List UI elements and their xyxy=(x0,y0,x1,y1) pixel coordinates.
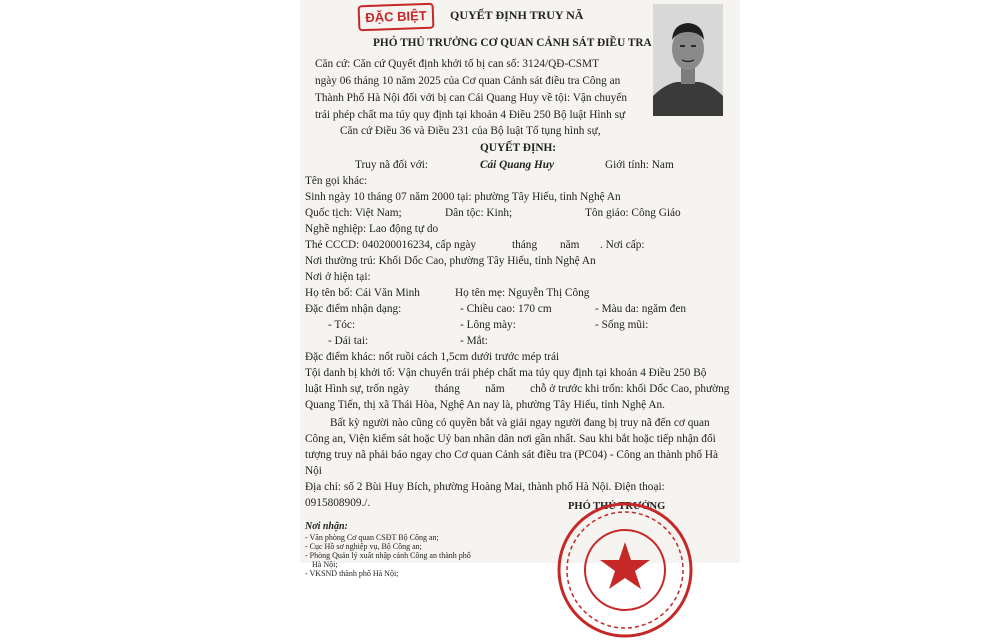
father-field: Họ tên bố: Cái Văn Minh xyxy=(305,287,420,299)
preamble-line: Thành Phố Hà Nội đối với bị can Cái Quang Huy về tội: Vận chuyển xyxy=(315,92,627,104)
notice-line: Nội xyxy=(305,465,322,477)
nose-field: - Sống mũi: xyxy=(595,319,649,331)
religion-field: Tôn giáo: Công Giáo xyxy=(585,207,681,219)
gender-field: Giới tính: Nam xyxy=(605,159,674,171)
preamble-line: ngày 06 tháng 10 năm 2025 của Cơ quan Cảnh sát điều tra Công an xyxy=(315,75,621,87)
birth-field: Sinh ngày 10 tháng 07 năm 2000 tại: phường Tây Hiếu, tỉnh Nghệ An xyxy=(305,191,621,203)
residence-field: Nơi thường trú: Khối Dốc Cao, phường Tây Hiếu, tỉnh Nghệ An xyxy=(305,255,596,267)
skin-field: - Màu da: ngăm đen xyxy=(595,303,686,315)
target-name: Cái Quang Huy xyxy=(480,159,555,171)
features-label: Đặc điểm nhận dạng: xyxy=(305,303,402,315)
official-seal xyxy=(555,500,695,640)
notice-line: Bất kỳ người nào cũng có quyền bắt và giải ngay người đang bị truy nã đến cơ quan xyxy=(330,417,710,429)
id-month-field: tháng xyxy=(512,239,538,251)
recipient-item: Hà Nội; xyxy=(312,560,338,569)
other-features-field: Đặc điểm khác: nốt ruồi cách 1,5cm dưới trước mép trái xyxy=(305,351,560,363)
recipient-item: - Văn phòng Cơ quan CSĐT Bộ Công an; xyxy=(305,533,439,542)
mother-field: Họ tên mẹ: Nguyễn Thị Công xyxy=(455,287,590,299)
notice-line: tượng truy nã phải báo ngay cho Cơ quan Cảnh sát điều tra (PC04) - Công an thành phố Hà xyxy=(305,449,719,461)
recipient-item: - Phòng Quản lý xuất nhập cảnh Công an thành phố xyxy=(305,551,471,560)
id-year-field: năm xyxy=(560,239,580,251)
signatory-title: PHÓ THỦ TRƯỞNG xyxy=(568,501,666,512)
target-label: Truy nã đối với: xyxy=(355,159,429,171)
preamble-line: trái phép chất ma túy quy định tại khoản 4 Điều 250 Bộ luật Hình sự xyxy=(315,109,626,121)
nationality-field: Quốc tịch: Việt Nam; xyxy=(305,207,402,219)
suspect-photo xyxy=(653,4,723,116)
recipient-item: - Cục Hồ sơ nghiệp vụ, Bộ Công an; xyxy=(305,542,422,551)
suspect-portrait-image xyxy=(653,4,723,116)
preamble-line: Căn cứ Điều 36 và Điều 231 của Bộ luật Tố tụng hình sự, xyxy=(340,125,601,137)
height-field: - Chiều cao: 170 cm xyxy=(460,303,552,315)
recipient-item: - VKSND thành phố Hà Nội; xyxy=(305,569,399,578)
crime-line: luật Hình sự, trốn ngày tháng năm chỗ ở trước khi trốn: khối Dốc Cao, phường xyxy=(305,383,730,395)
crime-line: Tội danh bị khởi tố: Vận chuyển trái phép chất ma túy quy định tại khoản 4 Điều 250 Bộ xyxy=(305,367,707,379)
special-stamp: ĐẶC BIỆT xyxy=(358,3,435,32)
ears-field: - Dái tai: xyxy=(328,335,369,347)
current-address-field: Nơi ở hiện tại: xyxy=(305,271,371,283)
hair-field: - Tóc: xyxy=(328,319,356,331)
issuer-title: PHÓ THỦ TRƯỞNG CƠ QUAN CẢNH SÁT ĐIỀU TRA xyxy=(373,37,652,49)
wanted-notice-document xyxy=(300,0,740,578)
eyes-field: - Mắt: xyxy=(460,335,488,347)
contact-address: Địa chỉ: số 2 Bùi Huy Bích, phường Hoàng Mai, thành phố Hà Nội. Điện thoại: xyxy=(305,481,665,493)
decision-heading: QUYẾT ĐỊNH: xyxy=(480,142,557,154)
document-title: QUYẾT ĐỊNH TRUY NÃ xyxy=(450,8,584,22)
id-card-field: Thẻ CCCD: 040200016234, cấp ngày xyxy=(305,239,477,251)
id-place-field: . Nơi cấp: xyxy=(600,239,645,251)
notice-line: Công an, Viện kiểm sát hoặc Uỷ ban nhân dân nơi gần nhất. Sau khi bắt hoặc tiếp nhận đối xyxy=(305,433,716,445)
occupation-field: Nghề nghiệp: Lao động tự do xyxy=(305,223,439,235)
eyebrows-field: - Lông mày: xyxy=(460,319,516,331)
alias-field: Tên gọi khác: xyxy=(305,175,368,187)
contact-phone: 0915808909./. xyxy=(305,497,371,509)
recipients-heading: Nơi nhận: xyxy=(305,521,348,532)
crime-line: Quang Tiến, thị xã Thái Hòa, Nghệ An nay là, phường Tây Hiếu, tỉnh Nghệ An. xyxy=(305,399,665,411)
preamble-line: Căn cứ: Căn cứ Quyết định khởi tố bị can số: 3124/QĐ-CSMT xyxy=(315,58,599,70)
ethnicity-field: Dân tộc: Kinh; xyxy=(445,207,513,219)
